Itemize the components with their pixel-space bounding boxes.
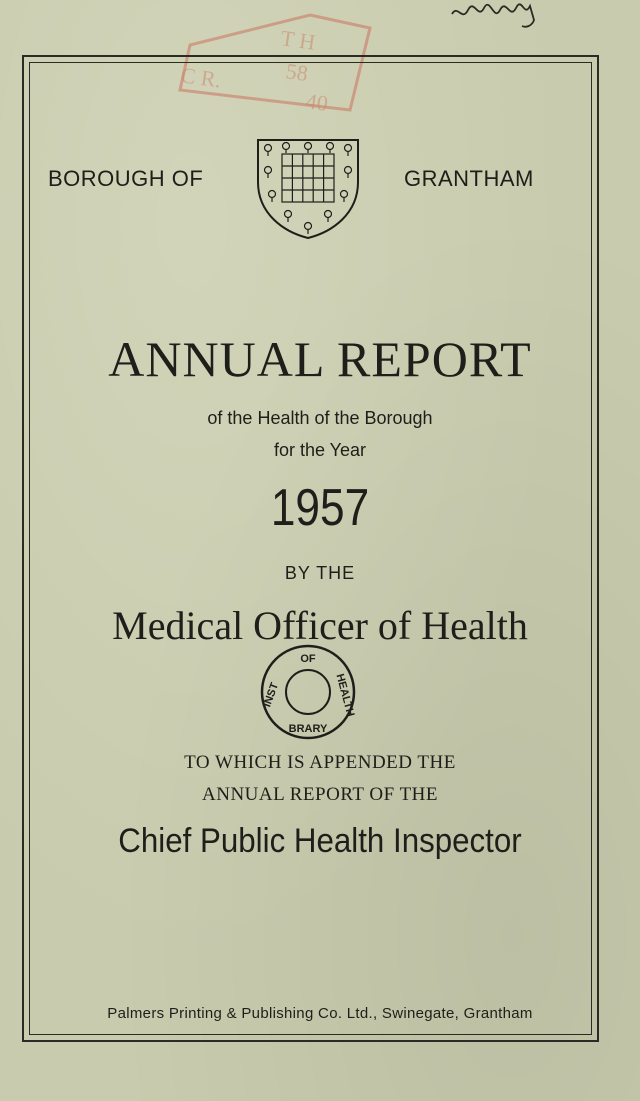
seal-top-text: OF [300,653,316,665]
header-borough-of: BOROUGH OF [48,166,204,191]
svg-text:58: 58 [284,58,310,87]
seal-left-text: INST [261,681,282,709]
byline: BY THE [284,563,356,583]
seal-right-text: HEALTH [333,672,357,718]
seal-bottom-text: BRARY [288,723,328,735]
medical-officer-heading: Medical Officer of Health [112,603,528,648]
subtitle-line-1: of the Health of the Borough [207,408,433,428]
svg-text:40: 40 [304,88,330,117]
printer-imprint: Palmers Printing & Publishing Co. Ltd., Swinegate, Grantham [107,1005,533,1022]
report-title: ANNUAL REPORT [108,331,532,387]
header-grantham: GRANTHAM [404,166,534,191]
grantham-shield-icon [252,134,364,242]
report-year: 1957 [270,479,370,537]
svg-text:T H: T H [279,25,317,55]
library-seal-icon [258,642,358,742]
subtitle-line-2: for the Year [273,440,367,460]
handwritten-scribble-icon [450,0,540,30]
svg-text:C R.: C R. [179,62,223,93]
appended-line-2: ANNUAL REPORT OF THE [202,784,438,805]
appended-line-1: TO WHICH IS APPENDED THE [184,752,456,773]
inspector-heading: Chief Public Health Inspector [118,822,522,860]
